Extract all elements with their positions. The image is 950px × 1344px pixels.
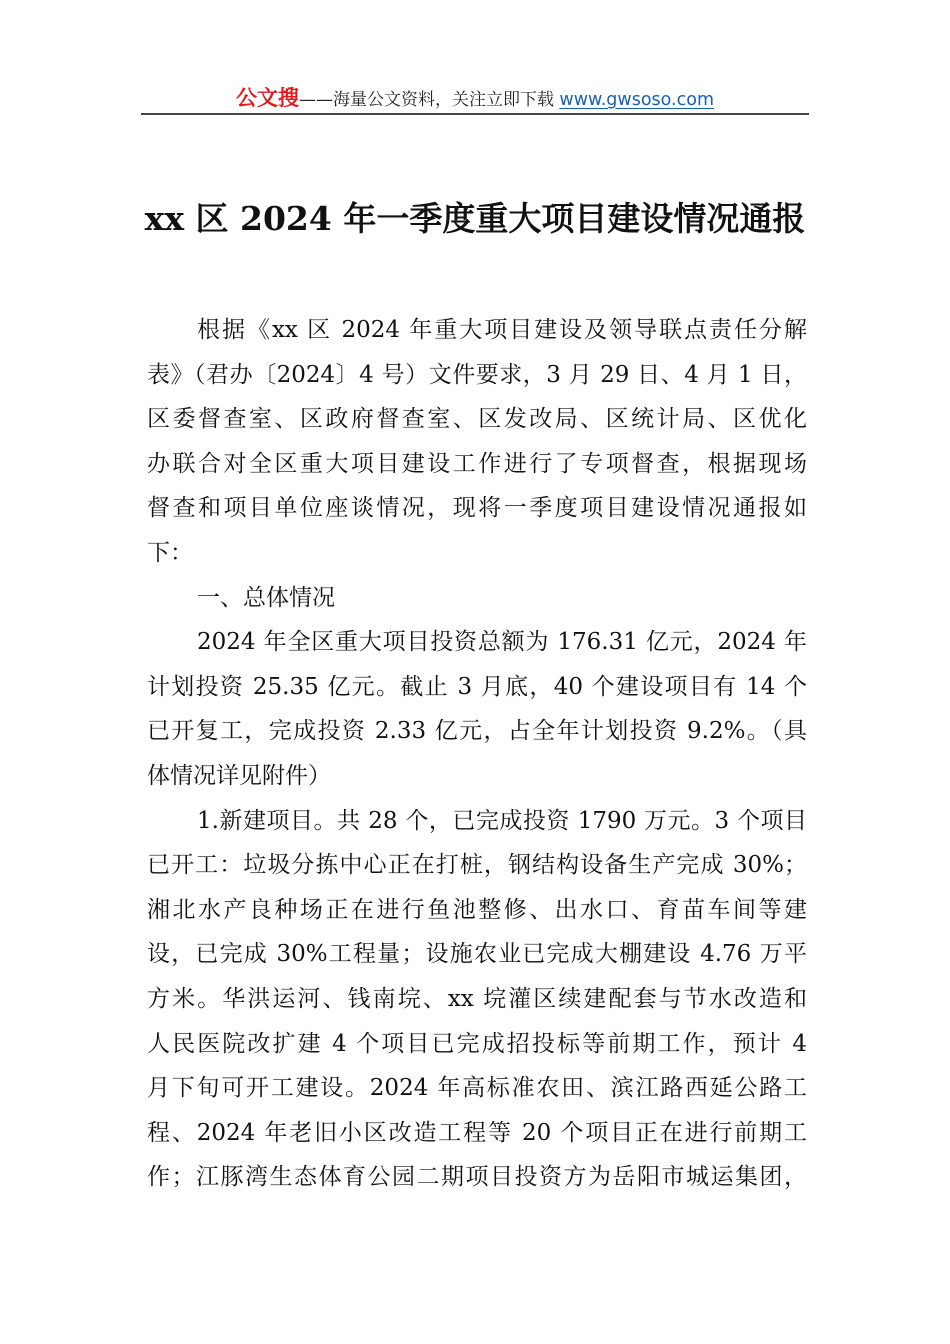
header-slogan: ——海量公文资料，关注立即下载 xyxy=(298,90,560,110)
paragraph-line: 表》（君办〔2024〕4 号）文件要求，3 月 29 日、4 月 1 日， xyxy=(147,361,807,388)
paragraph-line: 程、2024 年老旧小区改造工程等 20 个项目正在进行前期工 xyxy=(147,1119,807,1146)
paragraph-line: 区委督查室、区政府督查室、区发改局、区统计局、区优化 xyxy=(147,406,807,433)
paragraph-line: 1.新建项目。共 28 个，已完成投资 1790 万元。3 个项目 xyxy=(197,807,807,834)
paragraph-line: 体情况详见附件） xyxy=(147,762,331,789)
paragraph-line: 月下旬可开工建设。2024 年高标准农田、滨江路西延公路工 xyxy=(147,1075,807,1102)
header-divider xyxy=(141,113,809,115)
paragraph-line: 督查和项目单位座谈情况，现将一季度项目建设情况通报如 xyxy=(147,495,807,522)
paragraph-line: 湘北水产良种场正在进行鱼池整修、出水口、育苗车间等建 xyxy=(147,896,807,923)
paragraph-line: 设，已完成 30%工程量；设施农业已完成大棚建设 4.76 万平 xyxy=(147,941,807,968)
paragraph-line: 下： xyxy=(147,539,193,566)
paragraph-line: 办联合对全区重大项目建设工作进行了专项督查，根据现场 xyxy=(147,450,807,477)
paragraph-line: 根据《xx 区 2024 年重大项目建设及领导联点责任分解 xyxy=(197,317,807,343)
paragraph-line: 已开复工，完成投资 2.33 亿元，占全年计划投资 9.2%。（具 xyxy=(147,718,807,745)
paragraph-line: 人民医院改扩建 4 个项目已完成招投标等前期工作，预计 4 xyxy=(147,1030,807,1057)
paragraph-line: 方米。华洪运河、钱南垸、xx 垸灌区续建配套与节水改造和 xyxy=(147,985,807,1012)
paragraph-line: 已开工：垃圾分拣中心正在打桩，钢结构设备生产完成 30%； xyxy=(147,852,807,879)
paragraph-line: 2024 年全区重大项目投资总额为 176.31 亿元，2024 年 xyxy=(197,629,807,656)
document-body xyxy=(147,308,807,1200)
section-heading: 一、总体情况 xyxy=(197,584,335,611)
watermark-header xyxy=(0,82,950,112)
paragraph-line: 计划投资 25.35 亿元。截止 3 月底，40 个建设项目有 14 个 xyxy=(147,673,807,700)
paragraph-line: 作；江豚湾生态体育公园二期项目投资方为岳阳市城运集团， xyxy=(147,1164,807,1191)
website-link[interactable]: www.gwsoso.com xyxy=(559,90,714,110)
brand-logo-text: 公文搜 xyxy=(235,86,299,110)
document-title: xx 区 2024 年一季度重大项目建设情况通报 xyxy=(144,199,806,238)
